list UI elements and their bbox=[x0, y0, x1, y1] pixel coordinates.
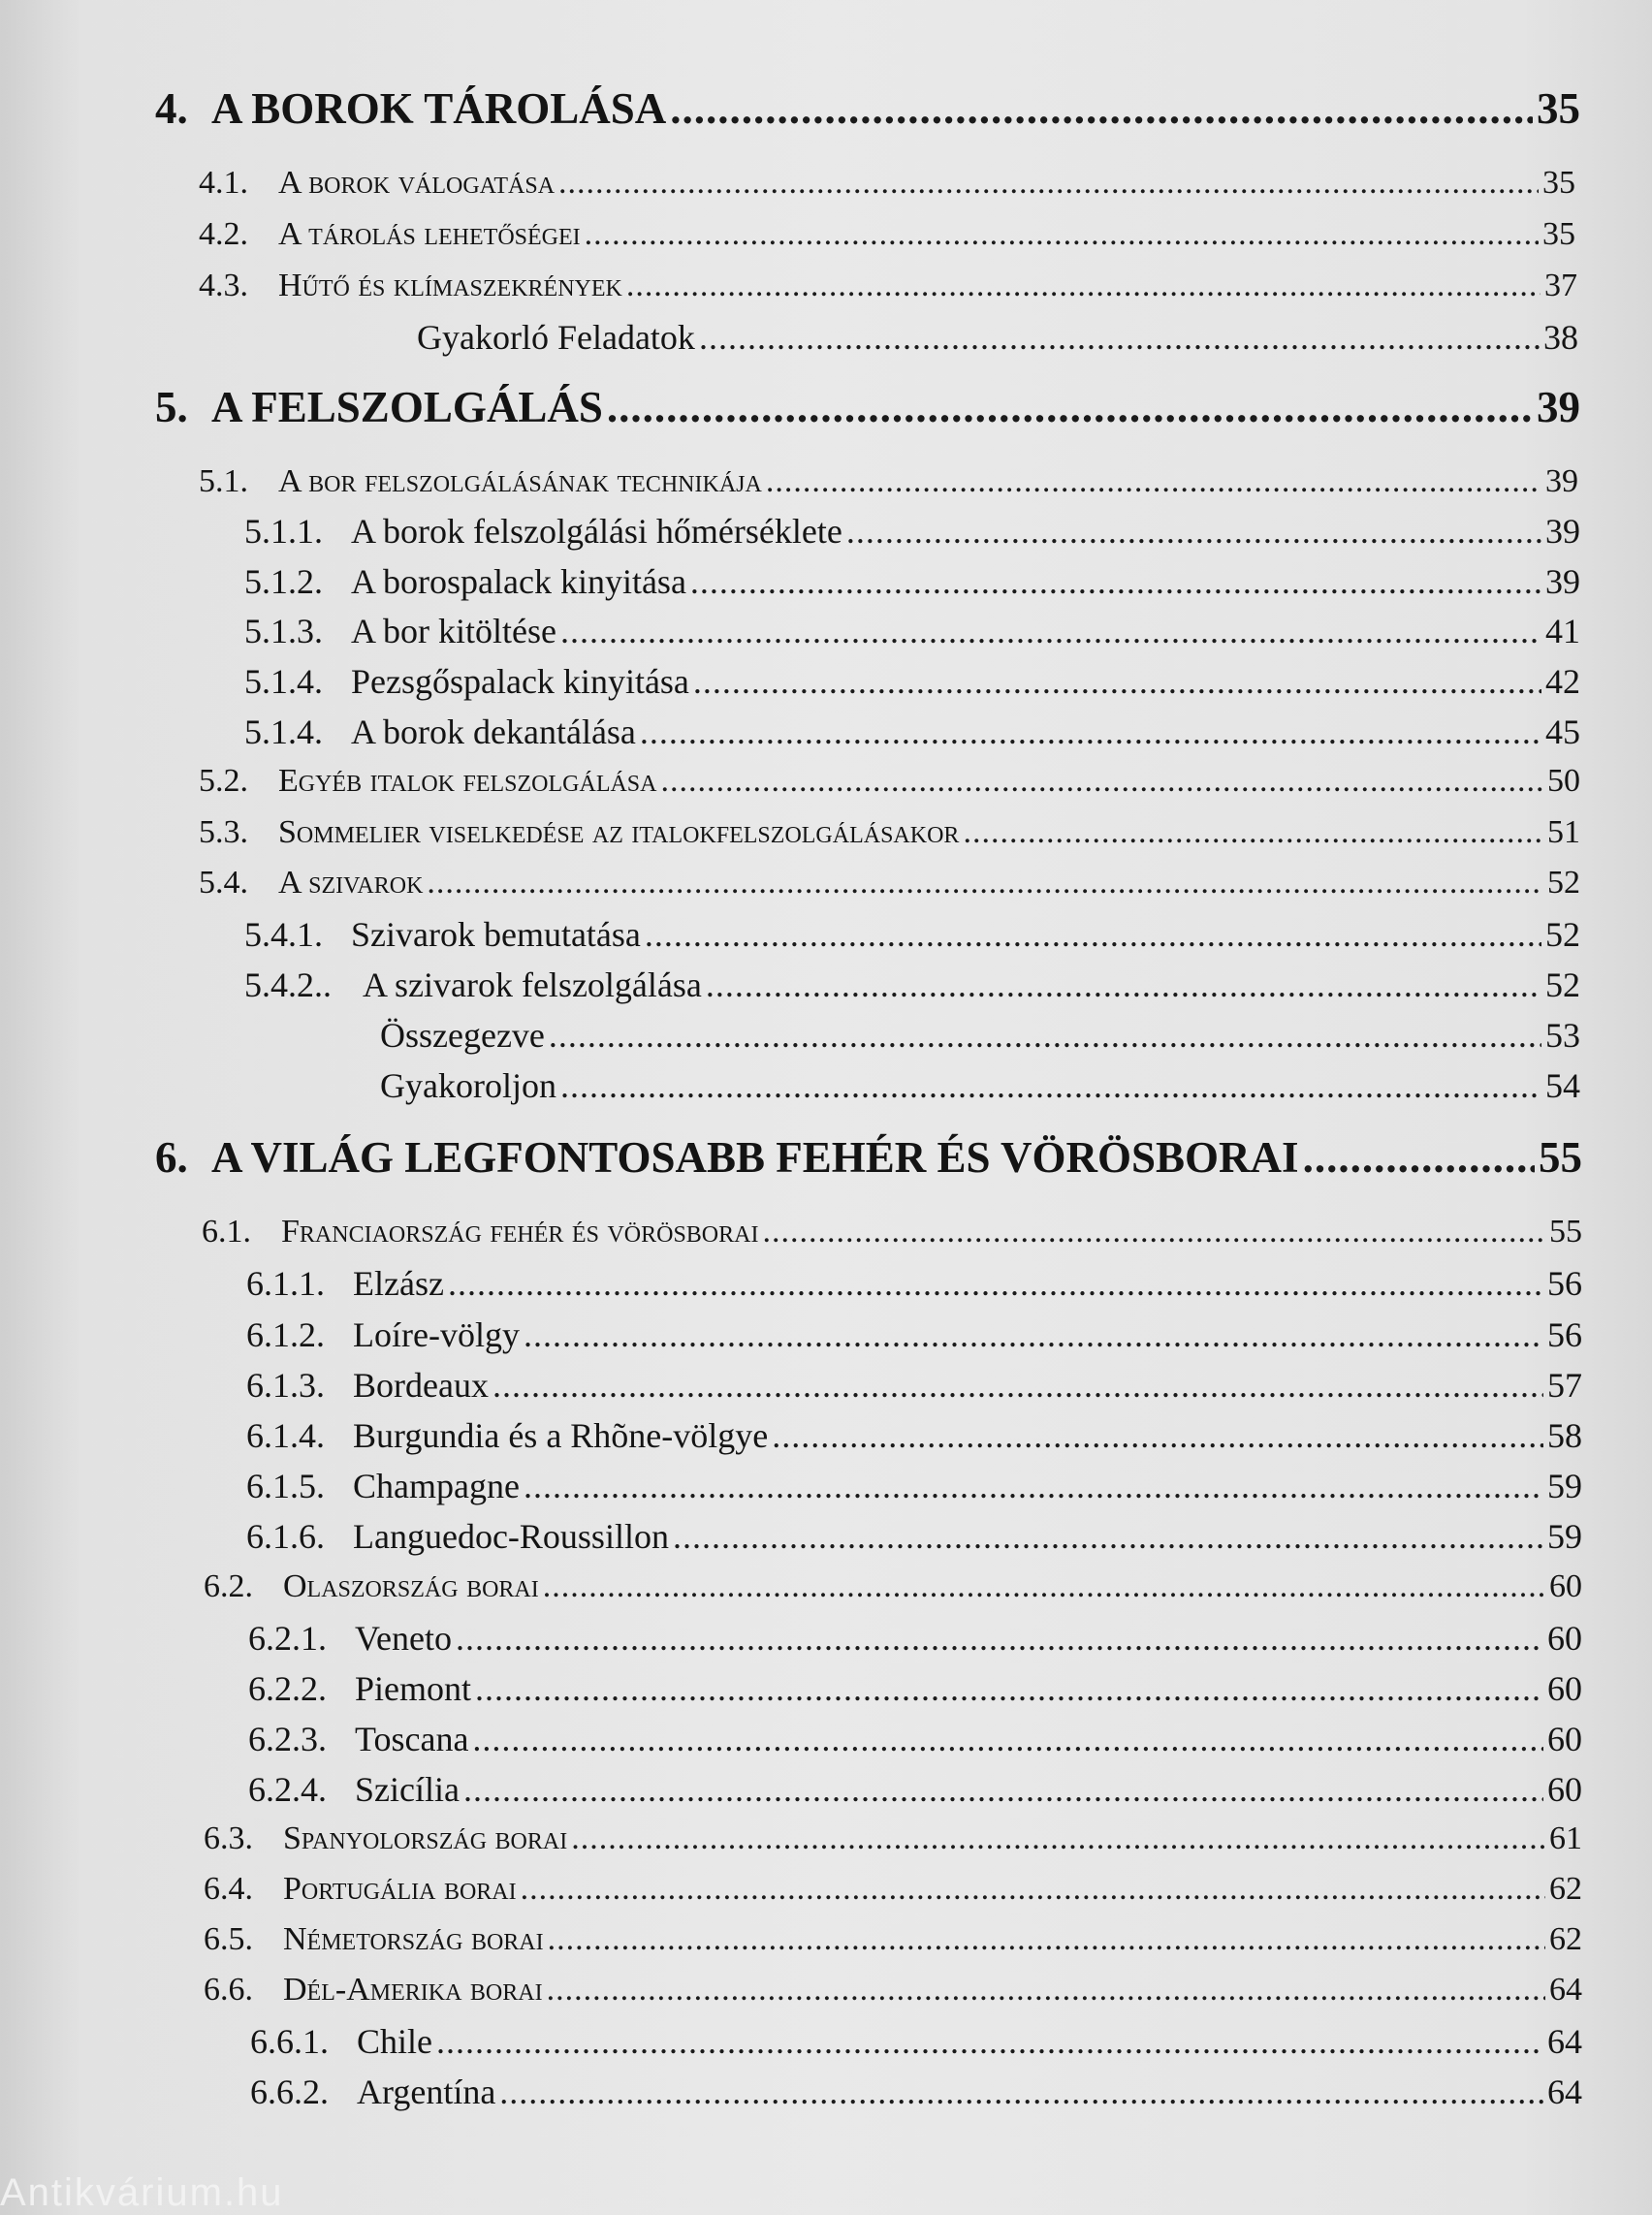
toc-entry-sub bbox=[250, 2024, 1582, 2059]
toc-entry-sub bbox=[244, 614, 1580, 649]
toc-entry-title: A bor felszolgálásának technikája bbox=[278, 463, 762, 499]
toc-entry-page-number: 42 bbox=[1545, 662, 1580, 701]
toc-entry-section bbox=[199, 167, 1575, 200]
leader-dots bbox=[607, 386, 1533, 429]
toc-entry-number: 6.6.1. bbox=[250, 2022, 329, 2061]
toc-entry-page-number: 60 bbox=[1549, 1568, 1582, 1604]
toc-entry-sub bbox=[250, 2074, 1582, 2109]
toc-entry-title: Gyakorló Feladatok bbox=[417, 318, 695, 357]
toc-entry-title: Chile bbox=[357, 2022, 432, 2061]
toc-entry-number: 4.3. bbox=[199, 268, 248, 303]
leader-dots bbox=[543, 1570, 1545, 1603]
toc-entry-page-number: 53 bbox=[1545, 1016, 1580, 1055]
toc-entry-page-number: 39 bbox=[1545, 512, 1580, 551]
toc-entry-page-number: 59 bbox=[1547, 1467, 1582, 1505]
leader-dots bbox=[475, 1671, 1543, 1706]
toc-entry-page-number: 60 bbox=[1547, 1720, 1582, 1758]
toc-entry-section bbox=[202, 1216, 1582, 1249]
toc-entry-page-number: 64 bbox=[1547, 2073, 1582, 2111]
toc-entry-number: 6.2.2. bbox=[248, 1669, 327, 1708]
toc-entry-page-number: 37 bbox=[1544, 268, 1577, 303]
toc-entry-number: 6.2.1. bbox=[248, 1619, 327, 1658]
leader-dots bbox=[472, 1722, 1543, 1756]
toc-entry-page-number: 57 bbox=[1547, 1366, 1582, 1405]
toc-entry-page-number: 35 bbox=[1542, 165, 1575, 201]
toc-entry-number: 6.1.3. bbox=[246, 1366, 325, 1405]
toc-entry-page-number: 39 bbox=[1545, 463, 1578, 499]
leader-dots bbox=[670, 87, 1533, 131]
toc-entry-number: 5.1.3. bbox=[244, 612, 323, 650]
toc-entry-title: Argentína bbox=[357, 2073, 496, 2111]
toc-entry-page-number: 55 bbox=[1549, 1214, 1582, 1250]
leader-dots bbox=[524, 1317, 1543, 1352]
toc-entry-title: A borok felszolgálási hőmérséklete bbox=[351, 512, 842, 551]
toc-entry-title: A tárolás lehetőségei bbox=[278, 216, 581, 252]
toc-entry-number: 6.6.2. bbox=[250, 2073, 329, 2111]
toc-entry-page-number: 50 bbox=[1547, 763, 1580, 799]
toc-entry-page-number: 60 bbox=[1547, 1770, 1582, 1809]
toc-entry-title: A BOROK TÁROLÁSA bbox=[211, 84, 667, 133]
toc-entry-page-number: 35 bbox=[1537, 84, 1580, 133]
leader-dots bbox=[626, 269, 1541, 302]
toc-entry-section bbox=[199, 218, 1575, 251]
toc-entry-title: Szicília bbox=[355, 1770, 460, 1809]
toc-entry-sub bbox=[246, 1266, 1582, 1301]
toc-entry-sub bbox=[244, 664, 1580, 699]
toc-entry-title: Toscana bbox=[355, 1720, 469, 1758]
toc-entry-page-number: 38 bbox=[1543, 318, 1578, 357]
leader-dots bbox=[560, 1068, 1541, 1103]
toc-entry-number: 6.4. bbox=[204, 1871, 253, 1907]
toc-entry-page-number: 39 bbox=[1537, 383, 1580, 431]
toc-entry-page-number: 60 bbox=[1547, 1619, 1582, 1658]
toc-entry-number: 5.1. bbox=[199, 463, 248, 499]
leader-dots bbox=[1303, 1136, 1535, 1180]
toc-entry-number: 6.1. bbox=[202, 1214, 251, 1250]
toc-entry-title: A VILÁG LEGFONTOSABB FEHÉR ÉS VÖRÖSBORAI bbox=[211, 1133, 1299, 1182]
toc-entry-section bbox=[199, 816, 1580, 849]
toc-entry-section bbox=[199, 765, 1580, 798]
leader-dots bbox=[963, 816, 1543, 849]
toc-entry-number: 6.1.5. bbox=[246, 1467, 325, 1505]
toc-entry-plain bbox=[417, 320, 1578, 355]
toc-entry-page-number: 59 bbox=[1547, 1517, 1582, 1556]
leader-dots bbox=[456, 1621, 1543, 1656]
toc-entry-number: 6.1.6. bbox=[246, 1517, 325, 1556]
toc-entry-number: 4. bbox=[155, 84, 188, 133]
toc-entry-title: Languedoc-Roussillon bbox=[353, 1517, 669, 1556]
toc-entry-section bbox=[204, 1822, 1582, 1855]
toc-entry-title: Németország borai bbox=[283, 1921, 544, 1957]
toc-entry-plain bbox=[380, 1018, 1580, 1053]
toc-entry-number: 6. bbox=[155, 1133, 188, 1182]
leader-dots bbox=[766, 465, 1541, 498]
toc-entry-page-number: 52 bbox=[1545, 915, 1580, 954]
toc-entry-page-number: 56 bbox=[1547, 1264, 1582, 1303]
toc-entry-number: 5.4. bbox=[199, 865, 248, 901]
leader-dots bbox=[585, 218, 1539, 251]
toc-entry-page-number: 39 bbox=[1545, 562, 1580, 601]
toc-entry-page-number: 52 bbox=[1547, 865, 1580, 901]
toc-entry-title: Veneto bbox=[355, 1619, 452, 1658]
toc-entry-section bbox=[204, 1570, 1582, 1603]
leader-dots bbox=[524, 1469, 1543, 1503]
toc-entry-sub bbox=[244, 564, 1580, 599]
toc-entry-page-number: 62 bbox=[1549, 1921, 1582, 1957]
leader-dots bbox=[427, 867, 1543, 900]
toc-entry-title: Spanyolország borai bbox=[283, 1820, 568, 1856]
leader-dots bbox=[558, 167, 1539, 200]
leader-dots bbox=[448, 1266, 1543, 1301]
leader-dots bbox=[640, 714, 1541, 749]
toc-entry-section bbox=[199, 465, 1578, 498]
toc-entry-title: A szivarok bbox=[278, 865, 424, 901]
toc-entry-title: A bor kitöltése bbox=[351, 612, 556, 650]
toc-entry-title: Elzász bbox=[353, 1264, 444, 1303]
toc-entry-section bbox=[204, 1873, 1582, 1906]
toc-entry-number: 6.1.4. bbox=[246, 1416, 325, 1455]
toc-entry-sub bbox=[246, 1469, 1582, 1503]
leader-dots bbox=[693, 664, 1541, 699]
toc-entry-title: Gyakoroljon bbox=[380, 1066, 556, 1105]
toc-entry-title: Franciaország fehér és vörösborai bbox=[281, 1214, 759, 1250]
leader-dots bbox=[463, 1772, 1543, 1807]
toc-entry-sub bbox=[244, 714, 1580, 749]
toc-entry-title: Dél-Amerika borai bbox=[283, 1972, 543, 2008]
toc-entry-sub bbox=[246, 1519, 1582, 1554]
leader-dots bbox=[699, 320, 1540, 355]
leader-dots bbox=[762, 1216, 1545, 1249]
toc-entry-number: 6.3. bbox=[204, 1820, 253, 1856]
toc-entry-chapter bbox=[155, 84, 1580, 133]
toc-entry-title: Loíre-völgy bbox=[353, 1315, 520, 1354]
toc-entry-sub bbox=[244, 917, 1580, 952]
toc-entry-plain bbox=[380, 1068, 1580, 1103]
toc-entry-number: 6.6. bbox=[204, 1972, 253, 2008]
toc-entry-title: A borok dekantálása bbox=[351, 712, 636, 751]
toc-entry-title: Sommelier viselkedése az italokfelszolgálásakor bbox=[278, 814, 960, 850]
toc-entry-sub bbox=[248, 1722, 1582, 1756]
toc-entry-number: 5.4.1. bbox=[244, 915, 323, 954]
leader-dots bbox=[549, 1018, 1541, 1053]
toc-entry-sub bbox=[246, 1368, 1582, 1403]
toc-entry-number: 4.2. bbox=[199, 216, 248, 252]
leader-dots bbox=[690, 564, 1541, 599]
toc-entry-page-number: 51 bbox=[1547, 814, 1580, 850]
toc-entry-sub bbox=[248, 1772, 1582, 1807]
toc-entry-page-number: 62 bbox=[1549, 1871, 1582, 1907]
leader-dots bbox=[499, 2074, 1543, 2109]
toc-entry-page-number: 55 bbox=[1539, 1133, 1582, 1182]
leader-dots bbox=[661, 765, 1544, 798]
toc-entry-number: 6.2.4. bbox=[248, 1770, 327, 1809]
toc-entry-title: Egyéb italok felszolgálása bbox=[278, 763, 657, 799]
toc-entry-number: 5.3. bbox=[199, 814, 248, 850]
toc-entry-title: Hűtő és klímaszekrények bbox=[278, 268, 622, 303]
toc-entry-chapter bbox=[155, 1133, 1582, 1182]
leader-dots bbox=[492, 1368, 1543, 1403]
toc-entry-number: 6.2.3. bbox=[248, 1720, 327, 1758]
toc-entry-title: Piemont bbox=[355, 1669, 472, 1708]
leader-dots bbox=[521, 1873, 1545, 1906]
toc-entry-page-number: 64 bbox=[1549, 1972, 1582, 2008]
toc-entry-number: 5.1.4. bbox=[244, 712, 323, 751]
toc-entry-title: A borospalack kinyitása bbox=[351, 562, 686, 601]
toc-entry-title: Összegezve bbox=[380, 1016, 545, 1055]
toc-entry-page-number: 61 bbox=[1549, 1820, 1582, 1856]
leader-dots bbox=[436, 2024, 1543, 2059]
toc-entry-number: 6.2. bbox=[204, 1568, 253, 1604]
toc-entry-sub bbox=[244, 514, 1580, 549]
toc-entry-title: Bordeaux bbox=[353, 1366, 489, 1405]
toc-entry-title: Burgundia és a Rhõne-völgye bbox=[353, 1416, 769, 1455]
toc-entry-section bbox=[204, 1974, 1582, 2007]
toc-entry-page-number: 35 bbox=[1542, 216, 1575, 252]
toc-entry-number: 6.1.1. bbox=[246, 1264, 325, 1303]
toc-entry-sub bbox=[244, 967, 1580, 1002]
toc-entry-title: Pezsgőspalack kinyitása bbox=[351, 662, 689, 701]
toc-entry-page-number: 45 bbox=[1545, 712, 1580, 751]
toc-entry-number: 4.1. bbox=[199, 165, 248, 201]
leader-dots bbox=[548, 1923, 1545, 1956]
toc-entry-number: 5.1.2. bbox=[244, 562, 323, 601]
leader-dots bbox=[645, 917, 1541, 952]
toc-entry-section bbox=[199, 269, 1577, 302]
toc-entry-title: A szivarok felszolgálása bbox=[363, 965, 702, 1004]
leader-dots bbox=[772, 1418, 1543, 1453]
toc-entry-section bbox=[199, 867, 1580, 900]
toc-entry-sub bbox=[246, 1418, 1582, 1453]
leader-dots bbox=[560, 614, 1541, 649]
toc-entry-sub bbox=[248, 1671, 1582, 1706]
toc-entry-chapter bbox=[155, 383, 1580, 431]
toc-entry-page-number: 54 bbox=[1545, 1066, 1580, 1105]
toc-entry-number: 6.5. bbox=[204, 1921, 253, 1957]
toc-entry-title: A borok válogatása bbox=[278, 165, 556, 201]
toc-entry-title: Champagne bbox=[353, 1467, 520, 1505]
leader-dots bbox=[673, 1519, 1543, 1554]
toc-entry-page-number: 41 bbox=[1545, 612, 1580, 650]
toc-entry-number: 5. bbox=[155, 383, 188, 431]
leader-dots bbox=[846, 514, 1541, 549]
toc-entry-page-number: 64 bbox=[1547, 2022, 1582, 2061]
toc-entry-page-number: 56 bbox=[1547, 1315, 1582, 1354]
toc-entry-section bbox=[204, 1923, 1582, 1956]
toc-entry-title: Szivarok bemutatása bbox=[351, 915, 641, 954]
toc-entry-number: 6.1.2. bbox=[246, 1315, 325, 1354]
leader-dots bbox=[571, 1822, 1545, 1855]
toc-entry-page-number: 58 bbox=[1547, 1416, 1582, 1455]
toc-entry-title: Olaszország borai bbox=[283, 1568, 539, 1604]
toc-entry-sub bbox=[246, 1317, 1582, 1352]
toc-entry-title: Portugália borai bbox=[283, 1871, 517, 1907]
leader-dots bbox=[706, 967, 1541, 1002]
watermark: Antikvárium.hu bbox=[0, 2171, 284, 2214]
toc-entry-number: 5.1.1. bbox=[244, 512, 323, 551]
leader-dots bbox=[547, 1974, 1545, 2007]
toc-entry-page-number: 60 bbox=[1547, 1669, 1582, 1708]
toc-entry-number: 5.2. bbox=[199, 763, 248, 799]
toc-entry-page-number: 52 bbox=[1545, 965, 1580, 1004]
toc-entry-number: 5.1.4. bbox=[244, 662, 323, 701]
toc-entry-number: 5.4.2.. bbox=[244, 965, 332, 1004]
toc-entry-title: A FELSZOLGÁLÁS bbox=[211, 383, 603, 431]
toc-entry-sub bbox=[248, 1621, 1582, 1656]
